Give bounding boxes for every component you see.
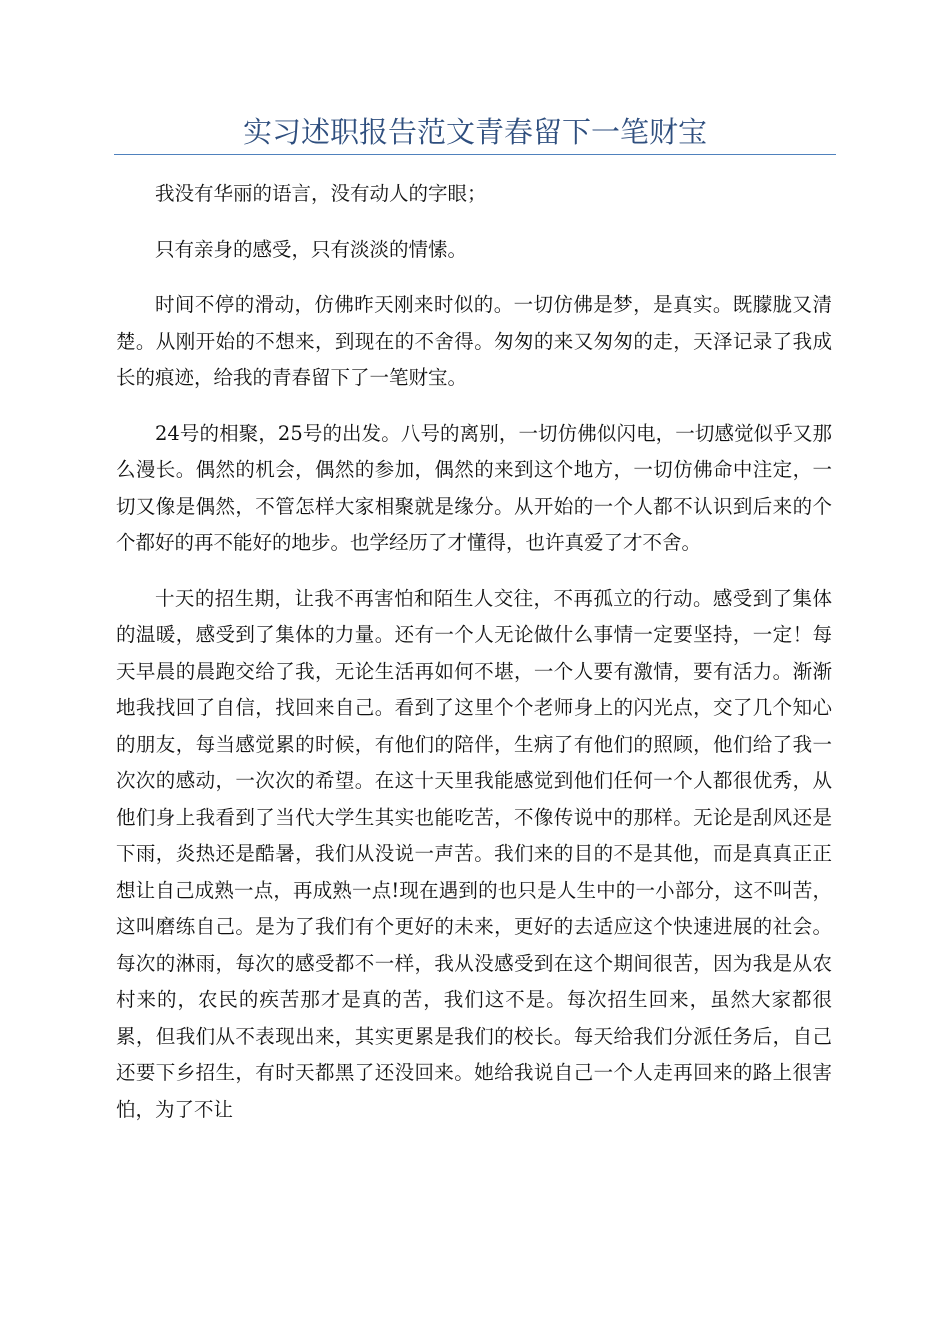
paragraph-2: 只有亲身的感受，只有淡淡的情愫。 (155, 237, 468, 261)
paragraph-3: 时间不停的滑动，仿佛昨天刚来时似的。一切仿佛是梦，是真实。既朦胧又清楚。从刚开始的不想来，到现在的不舍得。匆匆的来又匆匆的走，天泽记录了我成长的痕迹，给我的青春留下了一笔财宝。 (116, 293, 832, 389)
document-body (116, 176, 832, 1147)
document-title: 实习述职报告范文青春留下一笔财宝 (242, 115, 707, 149)
paragraph-4: 24号的相聚，25号的出发。八号的离别，一切仿佛似闪电，一切感觉似乎又那么漫长。偶然的机会，偶然的参加，偶然的来到这个地方，一切仿佛命中注定，一切又像是偶然，不管怎样大家相聚就是缘分。从开始的一个人都不认识到后来的个个都好的再不能好的地步。也学经历了才懂得，也许真爱了才不舍。 (116, 421, 832, 554)
paragraph-1: 我没有华丽的语言，没有动人的字眼； (155, 182, 487, 205)
paragraph-5: 十天的招生期，让我不再害怕和陌生人交往，不再孤立的行动。感受到了集体的温暖，感受到了集体的力量。还有一个人无论做什么事情一定要坚持，一定！每天早晨的晨跑交给了我，无论生活再如何不堪，一个人要有激情，要有活力。渐渐地我找回了自信，找回来自己。看到了这里个个老师身上的闪光点，交了几个知心的朋友，每当感觉累的时候，有他们的陪伴，生病了有他们的照顾，他们给了我一次次的感动，一次次的希望。在这十天里我能感觉到他们任何一个人都很优秀，从他们身上我看到了当代大学生其实也能吃苦，不像传说中的那样。无论是刮风还是下雨，炎热还是酷暑，我们从没说一声苦。我们来的目的不是其他，而是真真正正想让自己成熟一点，再成熟一点!现在遇到的也只是人生中的一小部分，这不叫苦，这叫磨练自己。是为了我们有个更好的未来，更好的去适应这个快速进展的社会。每次的淋雨，每次的感受都不一样，我从没感受到在这个期间很苦，因为我是从农村来的，农民的疾苦那才是真的苦，我们这不是。每次招生回来，虽然大家都很累，但我们从不表现出来，其实更累是我们的校长。每天给我们分派任务后，自己还要下乡招生，有时天都黑了还没回来。她给我说自己一个人走再回来的路上很害怕，为了不让 (116, 586, 832, 1121)
title-underline (114, 154, 836, 155)
